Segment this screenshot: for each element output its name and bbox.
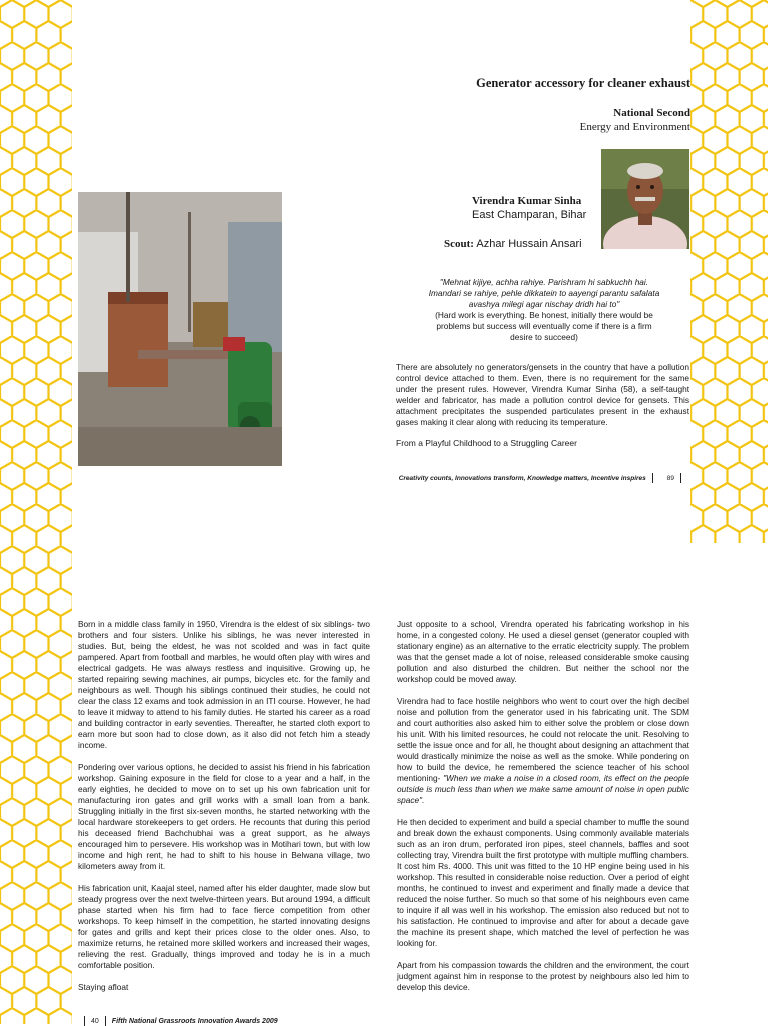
intro-paragraph: There are absolutely no generators/gensets in the country that have a pollution control device attached to them. Even, there is no requirement for the same under the present rules. However, Virendra Kumar Sinha (58), a self-taught welder and fabricator, has made a pollution control device for gensets. This attachment precipitates the suspended particulates present in the exhaust gases making it clear along with reducing its temperature. [396,362,689,427]
left-paragraph-3: His fabrication unit, Kaajal steel, named after his elder daughter, made slow but steady progress over the next twelve-thirteen years. But around 1994, a difficult phase started when his firm had to face fierce competition from other workshops. To keep himself in the competition, he started innovating designs for gates and grills and kept their prices close to the older ones. Also, to maximize returns, he retained more skilled workers and increased their wages, relieving the rest. Gradually, things improved and today he is in a much comfortable position. [78,883,370,970]
left-subheading-staying-afloat: Staying afloat [78,982,129,992]
right-paragraph-3: He then decided to experiment and build a special chamber to muffle the sound and break down the exhaust components. Using commonly available materials such as an iron drum, perforated iron pipes, steel channels, baffles and soot collecting tray, Virendra built the first prototype with multiple muffling chambers. It cost him Rs. 4000. This unit was fitted to the 10 HP engine being used in his workshop. This resulted in considerable noise reduction. Over a period of eight months, he continued to invest and experiment and finally made a device that reduced the noise further. So much so that some of his neighbours even came to inquire if all was well in his workshop. The emission also reduced but not to his satisfaction. He continued to improvise and after for about a decade gave the machine its present shape, which matched the level of perfection he was looking for. [397,817,689,948]
bottom-page-number: 40 [91,1017,99,1025]
right-paragraph-4: Apart from his compassion towards the children and the environment, the court judgment against him in response to the protest by neighbours also led him to develop this device. [397,960,689,992]
right-paragraph-2 [397,696,689,806]
footer-divider [105,1016,106,1026]
right-paragraph-1: Just opposite to a school, Virendra operated his fabricating workshop in his home, in a congested colony. He used a diesel genset (generator coupled with stationary engine) as an alternative to the erratic electricity supply. The problem was that the genset made a lot of noise, released considerable smoke causing pollution and also disturbed the children. But neither the school nor the workshop could be moved away. [397,619,689,684]
innovator-name: Virendra Kumar Sinha [472,195,582,207]
section-subheading: From a Playful Childhood to a Struggling Career [396,438,577,448]
bottom-page-footer [78,1016,278,1026]
scout-label: Scout: [444,238,474,250]
footer-divider [84,1016,85,1026]
footer-tagline: Creativity counts, Innovations transform, Knowledge matters, Incentive inspires [398,474,646,482]
top-page-number: 89 [666,474,674,482]
footer-divider [652,473,653,483]
article-title: Generator accessory for cleaner exhaust [476,76,690,90]
innovator-location: East Champaran, Bihar [472,209,587,221]
left-paragraph-1: Born in a middle class family in 1950, Virendra is the eldest of six siblings- two brothers and four sisters. Unlike his siblings, he was never interested in studies. But, being the eldest, he was not scolded and was in fact quite pampered. Apart from football and marbles, he would often play with wires and electrical gadgets. He was always restless and inquisitive. Growing up, he started repairing sewing machines, air pumps, bicycles etc. for the family and neighbours as well. Though his siblings continued their studies, he could not clear the class 12 exams and took admission in an ITI course. However, he had to leave it midway to attend to his family duties. He started his career as a road and building contractor in early seventies. Thereafter, he started cloth export to earn more but soon had to close down, as it also did not fetch him a steady income. [78,619,370,750]
innovator-quote [428,277,660,343]
scout-line [444,238,582,250]
left-paragraph-2: Pondering over various options, he decided to assist his friend in his fabrication workshop. Gaining exposure in the field for close to a year and a half, in the early eighties, he decided to move on to set up his own fabrication unit for manufacturing iron gates and grill works with a small loan from a bank. Struggling initially in the first six-seven months, he started networking with the local hardware storekeepers to get orders. He recounts that during this period his deceased friend Bachchubhai was a great support, as he always encouraged him to persevere. His workshop was in Motihari town, but with low income and high rent, he had to shift to his house in Belwana village, two kilometers away from it. [78,762,370,871]
footer-divider [680,473,681,483]
quote-hindi: "Mehnat kijiye, achha rahiye. Parishram hi sabkuchh hai. Imandari se rahiye, pehle dikkatein to aayengi parantu safalata avashya milegi agar nischay dridh hai to" [428,277,660,309]
right-paragraph-2-text: Virendra had to face hostile neighbors who went to court over the high decibel noise and pollution from the generator used in his fabricating unit. The SDM and court authorities also asked him to either solve the problem or close down his unit. With his limited resources, he could not relocate the unit. Resolving to settle the issue once and for all, he thought about designing an attachment that would drastically minimize the noise as well as the smoke. While pondering on how to build the device, he remembered the science teacher of his school mentioning- [397,696,689,783]
genset-workshop-photo [78,192,282,466]
right-column [397,619,689,1004]
innovator-portrait [601,149,689,249]
award-category: Energy and Environment [579,121,690,133]
quote-english: (Hard work is everything. Be honest, initially there would be problems but success will eventually come if there is a firm desire to succeed) [435,310,653,342]
left-column [78,619,370,1004]
publication-name: Fifth National Grassroots Innovation Awards 2009 [111,1017,278,1025]
teacher-quote: "When we make a noise in a closed room, its effect on the people outside is much less than when we make same amount of noise in open public space". [397,773,689,805]
award-level: National Second [613,107,690,119]
scout-name: Azhar Hussain Ansari [476,238,582,250]
top-page-footer [399,473,687,483]
